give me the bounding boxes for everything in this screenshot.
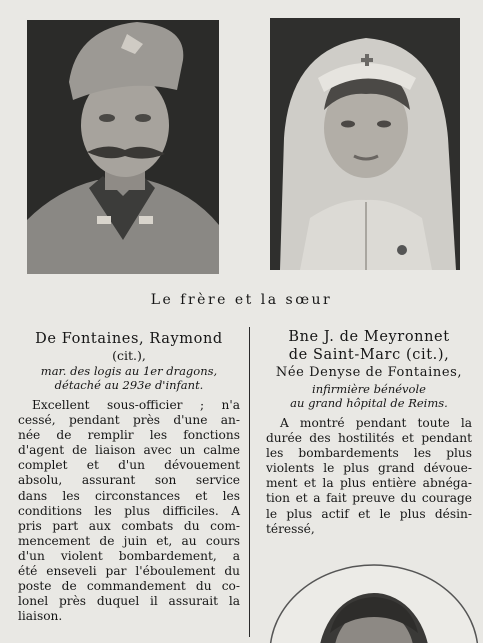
text-line: d'agent de liaison avec un calme <box>18 443 240 458</box>
text-line: les bombardements les plus <box>266 446 472 461</box>
sister-citation-text <box>266 416 472 537</box>
text-line: tion et a fait preuve du courage <box>266 491 472 506</box>
text-line: complet et d'un dévouement <box>18 458 240 473</box>
text-line: née de remplir les fonctions <box>18 428 240 443</box>
sister-entry <box>266 328 472 537</box>
brother-rank-line-2: détaché au 293e d'infant. <box>54 378 204 392</box>
text-line: mencement de juin et, au cours <box>18 533 240 548</box>
text-line: le plus actif et le plus désin- <box>266 506 472 521</box>
photo-caption: Le frère et la sœur <box>150 292 333 308</box>
sister-role-line-1: infirmière bénévole <box>312 382 426 396</box>
text-line: violents le plus grand dévoue- <box>266 461 472 476</box>
brother-entry <box>18 330 240 624</box>
text-line: pris part aux combats du com- <box>18 518 240 533</box>
portrait-partial-photo <box>268 563 480 643</box>
portrait-soldier-photo <box>27 20 219 274</box>
brother-rank-line-1: mar. des logis au 1er dragons, <box>40 364 218 378</box>
text-line: durée des hostilités et pendant <box>266 431 472 446</box>
sister-name-line-1: Bne J. de Meyronnet <box>288 329 450 345</box>
portrait-nurse-photo <box>270 18 460 270</box>
sister-maiden-name: Née Denyse de Fontaines, <box>275 365 463 380</box>
brother-citation-text <box>18 398 240 624</box>
text-line: ment et la plus entière abnéga- <box>266 476 472 491</box>
sister-role-line-2: au grand hôpital de Reims. <box>290 396 448 410</box>
brother-name: De Fontaines, Raymond <box>35 331 223 347</box>
brother-citation: (cit.), <box>112 348 146 363</box>
text-line: téressé, <box>266 521 315 536</box>
text-line: liaison. <box>18 609 63 624</box>
text-line: lonel près duquel il assurait la <box>18 594 240 609</box>
text-line: poste de commandement du co- <box>18 579 240 594</box>
sister-name-line-2: de Saint-Marc (cit.), <box>288 347 450 363</box>
text-line: dans les circonstances et les <box>18 488 240 503</box>
text-line: d'un violent bombardement, a <box>18 548 240 563</box>
text-line: cessé, pendant près d'une an- <box>18 413 240 428</box>
text-line: été enseveli par l'éboulement du <box>18 564 240 579</box>
text-line: A montré pendant toute la <box>280 416 472 430</box>
text-line: absolu, assurant son service <box>18 473 240 488</box>
column-divider <box>249 327 250 637</box>
text-line: Excellent sous-officier ; n'a <box>32 398 240 412</box>
text-line: conditions les plus difficiles. A <box>18 503 240 518</box>
